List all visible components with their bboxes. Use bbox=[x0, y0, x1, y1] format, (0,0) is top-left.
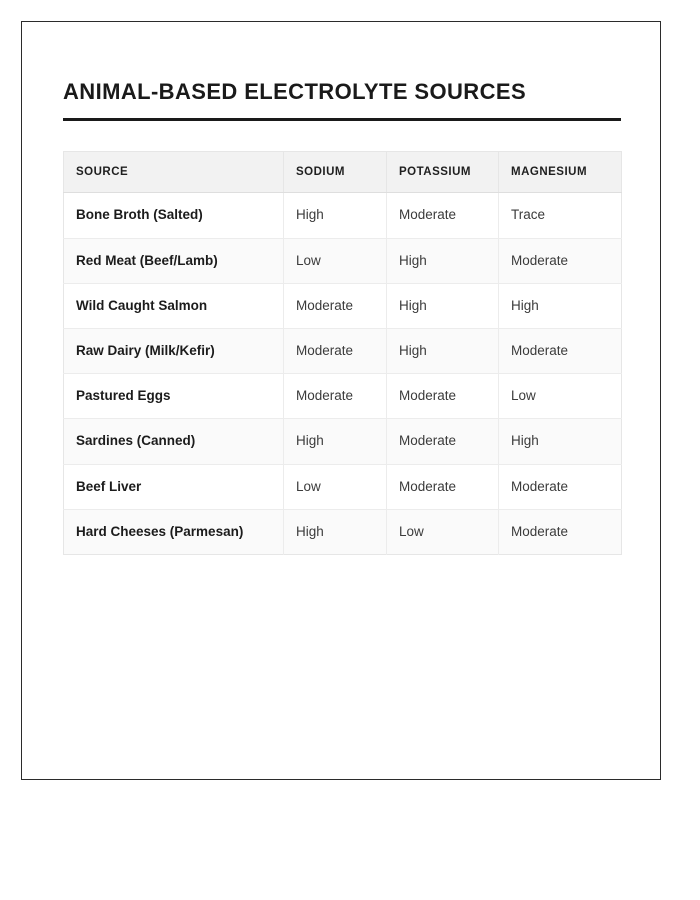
cell-potassium: Low bbox=[387, 509, 499, 554]
cell-sodium: Low bbox=[284, 464, 387, 509]
cell-sodium: Moderate bbox=[284, 328, 387, 373]
cell-source: Beef Liver bbox=[64, 464, 284, 509]
column-header-sodium: SODIUM bbox=[284, 152, 387, 193]
cell-potassium: Moderate bbox=[387, 193, 499, 238]
table-row bbox=[64, 283, 622, 328]
table-row bbox=[64, 464, 622, 509]
cell-magnesium: High bbox=[499, 283, 622, 328]
cell-magnesium: Trace bbox=[499, 193, 622, 238]
cell-potassium: Moderate bbox=[387, 464, 499, 509]
document-content bbox=[63, 79, 621, 555]
title-divider bbox=[63, 118, 621, 121]
electrolyte-sources-table bbox=[63, 151, 622, 555]
cell-source: Pastured Eggs bbox=[64, 374, 284, 419]
table-row bbox=[64, 419, 622, 464]
table-header bbox=[64, 152, 622, 193]
cell-potassium: High bbox=[387, 238, 499, 283]
cell-source: Sardines (Canned) bbox=[64, 419, 284, 464]
cell-magnesium: Moderate bbox=[499, 464, 622, 509]
cell-potassium: High bbox=[387, 283, 499, 328]
cell-source: Hard Cheeses (Parmesan) bbox=[64, 509, 284, 554]
table-body bbox=[64, 193, 622, 555]
table-row bbox=[64, 374, 622, 419]
column-header-source: SOURCE bbox=[64, 152, 284, 193]
table-row bbox=[64, 328, 622, 373]
cell-magnesium: High bbox=[499, 419, 622, 464]
cell-source: Raw Dairy (Milk/Kefir) bbox=[64, 328, 284, 373]
cell-source: Red Meat (Beef/Lamb) bbox=[64, 238, 284, 283]
cell-sodium: High bbox=[284, 419, 387, 464]
cell-magnesium: Low bbox=[499, 374, 622, 419]
cell-sodium: High bbox=[284, 509, 387, 554]
column-header-potassium: POTASSIUM bbox=[387, 152, 499, 193]
column-header-magnesium: MAGNESIUM bbox=[499, 152, 622, 193]
cell-potassium: High bbox=[387, 328, 499, 373]
cell-sodium: Moderate bbox=[284, 283, 387, 328]
cell-sodium: Low bbox=[284, 238, 387, 283]
cell-sodium: High bbox=[284, 193, 387, 238]
table-row bbox=[64, 509, 622, 554]
table-row bbox=[64, 193, 622, 238]
document-page bbox=[21, 21, 661, 780]
cell-potassium: Moderate bbox=[387, 419, 499, 464]
table-header-row bbox=[64, 152, 622, 193]
page-title: ANIMAL-BASED ELECTROLYTE SOURCES bbox=[63, 79, 527, 104]
cell-source: Wild Caught Salmon bbox=[64, 283, 284, 328]
cell-source: Bone Broth (Salted) bbox=[64, 193, 284, 238]
cell-sodium: Moderate bbox=[284, 374, 387, 419]
cell-magnesium: Moderate bbox=[499, 238, 622, 283]
cell-magnesium: Moderate bbox=[511, 523, 569, 539]
table-row bbox=[64, 238, 622, 283]
cell-magnesium: Moderate bbox=[499, 328, 622, 373]
cell-potassium: Moderate bbox=[387, 374, 499, 419]
